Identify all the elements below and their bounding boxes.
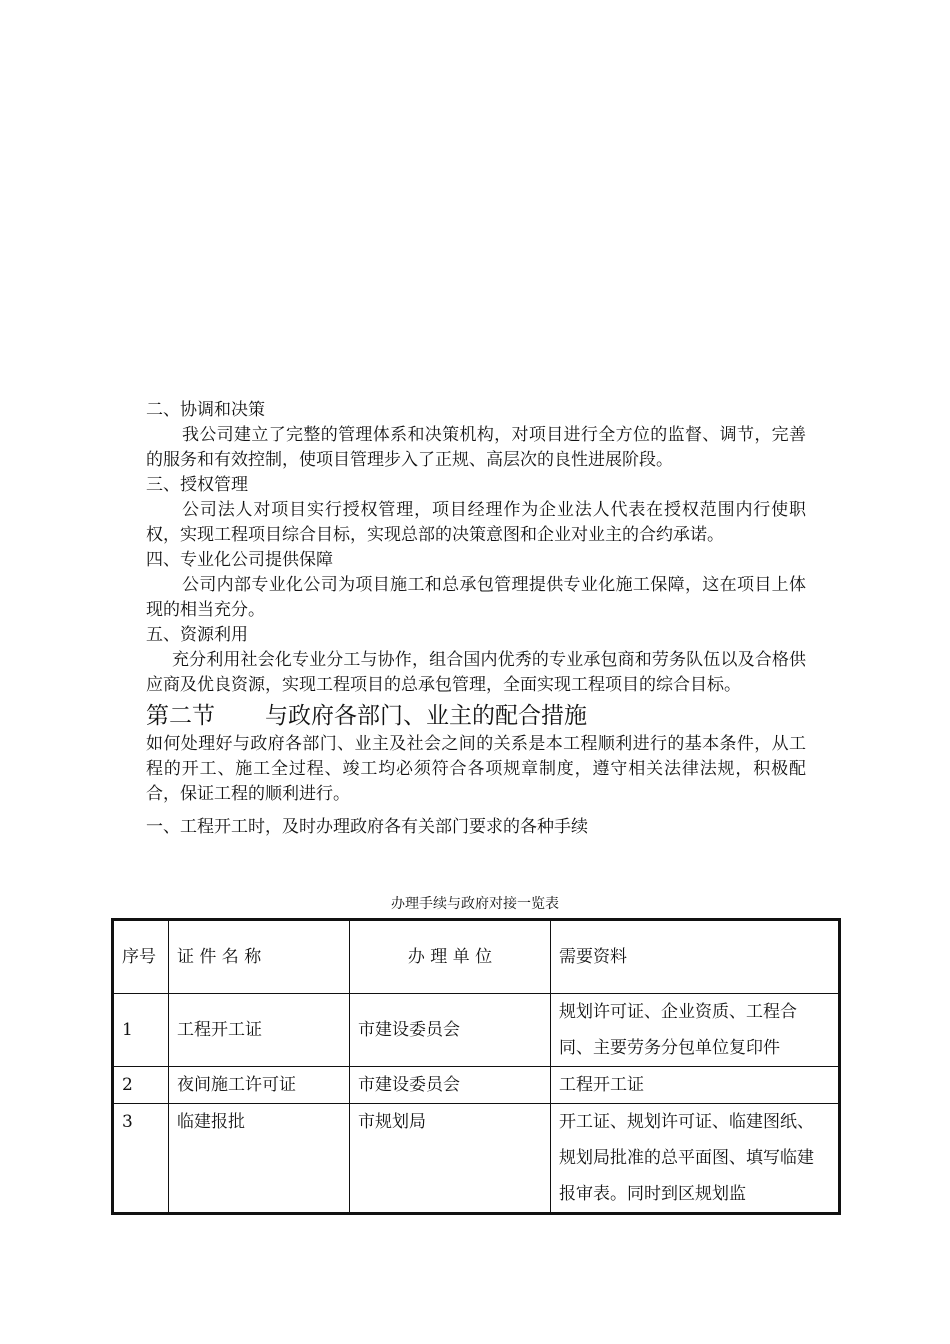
header-cell-docs: 需要资料 — [551, 920, 840, 994]
paragraph-authorization: 公司法人对项目实行授权管理，项目经理作为企业法人代表在授权范围内行使职权，实现工程项目综合目标，实现总部的决策意图和企业对业主的合约承诺。 — [146, 500, 806, 545]
cell-unit: 市建设委员会 — [350, 1067, 551, 1104]
table-row — [113, 1067, 840, 1104]
section-number: 第二节 — [146, 703, 215, 729]
header-cell-index: 序号 — [113, 920, 169, 994]
paragraph-resource-use: 充分利用社会化专业分工与协作，组合国内优秀的专业承包商和劳务队伍以及合格供应商及优良资源，实现工程项目的总承包管理，全面实现工程项目的综合目标。 — [146, 650, 806, 695]
cell-unit: 市建设委员会 — [350, 994, 551, 1067]
cell-docs: 开工证、规划许可证、临建图纸、规划局批准的总平面图、填写临建报审表。同时到区规划监 — [551, 1104, 840, 1214]
cell-docs: 工程开工证 — [551, 1067, 840, 1104]
table-caption: 办理手续与政府对接一览表 — [391, 896, 559, 912]
cell-name: 夜间施工许可证 — [169, 1067, 350, 1104]
heading-resource-use: 五、资源利用 — [146, 625, 248, 645]
cell-docs: 规划许可证、企业资质、工程合同、主要劳务分包单位复印件 — [551, 994, 840, 1067]
table-row — [113, 1104, 840, 1214]
cell-index: 3 — [113, 1104, 169, 1214]
heading-specialized-support: 四、专业化公司提供保障 — [146, 550, 333, 570]
permits-table — [111, 918, 841, 1215]
section-title-text: 与政府各部门、业主的配合措施 — [265, 703, 587, 729]
paragraph-specialized-support: 公司内部专业化公司为项目施工和总承包管理提供专业化施工保障，这在项目上体现的相当充分。 — [146, 575, 806, 620]
header-cell-unit: 办 理 单 位 — [350, 920, 551, 994]
header-cell-name: 证 件 名 称 — [169, 920, 350, 994]
heading-coordination: 二、协调和决策 — [146, 400, 265, 420]
heading-authorization: 三、授权管理 — [146, 475, 248, 495]
cell-index: 1 — [113, 994, 169, 1067]
document-body — [146, 398, 806, 840]
paragraph-coordination: 我公司建立了完整的管理体系和决策机构，对项目进行全方位的监督、调节，完善的服务和有效控制，使项目管理步入了正规、高层次的良性进展阶段。 — [146, 425, 806, 470]
table-row — [113, 994, 840, 1067]
table-header-row — [113, 920, 840, 994]
cell-unit: 市规划局 — [350, 1104, 551, 1214]
intro-paragraph: 如何处理好与政府各部门、业主及社会之间的关系是本工程顺利进行的基本条件，从工程的开工、施工全过程、竣工均必须符合各项规章制度，遵守相关法律法规，积极配合，保证工程的顺利进行。 — [146, 734, 806, 804]
section-title — [146, 700, 806, 732]
cell-name: 工程开工证 — [169, 994, 350, 1067]
cell-name: 临建报批 — [169, 1104, 350, 1214]
subheading-permits: 一、工程开工时，及时办理政府各有关部门要求的各种手续 — [146, 817, 588, 837]
cell-index: 2 — [113, 1067, 169, 1104]
